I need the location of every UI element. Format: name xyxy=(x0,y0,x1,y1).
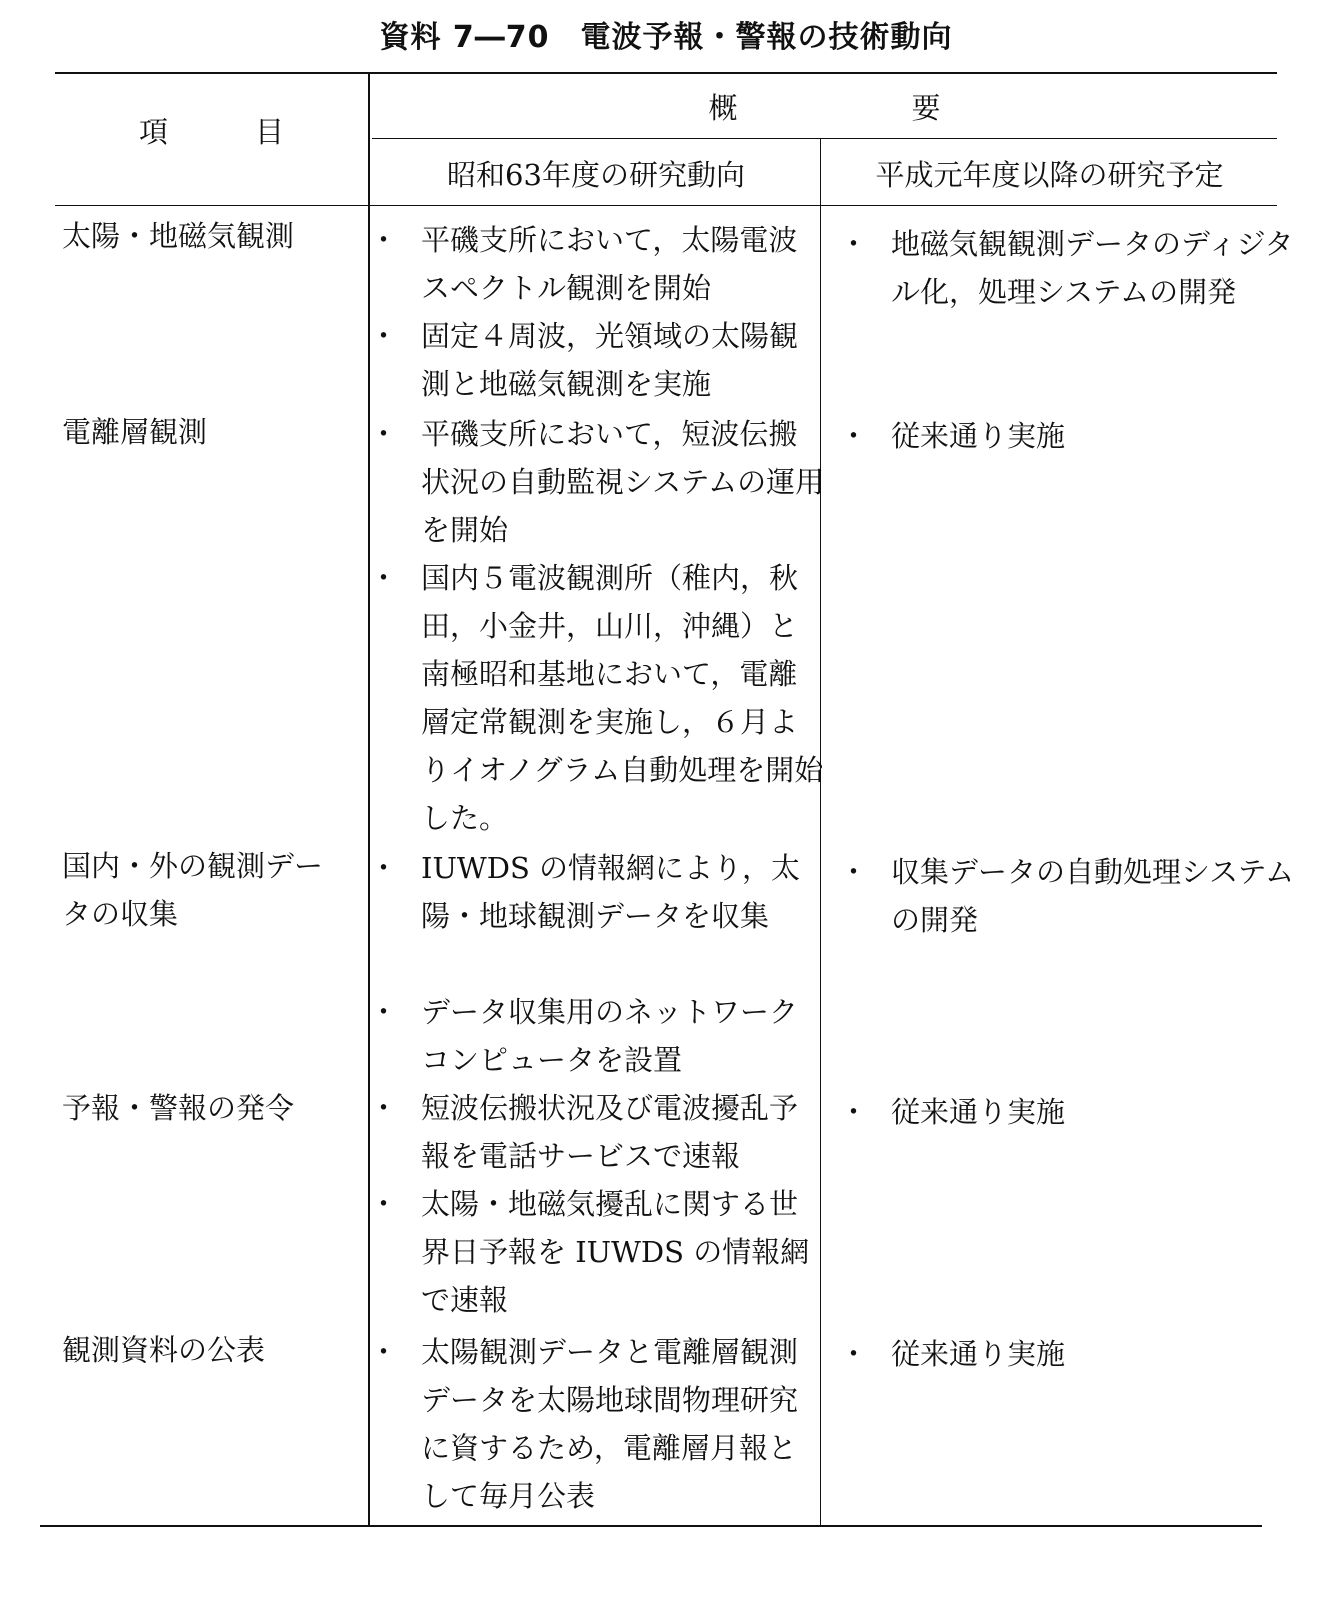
future-item: ・ 地磁気観観測データのディジタル化，処理システムの開発 xyxy=(839,227,1294,309)
header-current-year: 昭和63年度の研究動向 xyxy=(447,158,745,192)
current-item: ・ IUWDS の情報網により，太陽・地球観測データを収集 xyxy=(369,851,801,933)
header-overview-rule xyxy=(372,138,1277,139)
current-item: ・ データ収集用のネットワークコンピュータを設置 xyxy=(369,995,799,1077)
topic-data-collection: 国内・外の観測データの収集 xyxy=(62,849,324,931)
future-item: ・ 従来通り実施 xyxy=(839,1337,1066,1371)
table-bottom-rule xyxy=(40,1525,1262,1527)
current-item: ・ 太陽観測データと電離層観測データを太陽地球間物理研究に資するため，電離層月報として毎月公表 xyxy=(369,1335,799,1513)
current-item: ・ 短波伝搬状況及び電波擾乱予報を電話サービスで速報 xyxy=(369,1091,799,1173)
topic-data-publication: 観測資料の公表 xyxy=(62,1333,266,1367)
topic-ionosphere: 電離層観測 xyxy=(62,415,208,449)
table-top-rule xyxy=(55,72,1277,74)
current-item: ・ 国内５電波観測所（稚内，秋田，小金井，山川，沖縄）と南極昭和基地において，電離層定常観測を実施し，６月よりイオノグラム自動処理を開始した。 xyxy=(369,561,824,835)
header-future-plan: 平成元年度以降の研究予定 xyxy=(875,158,1224,192)
topic-forecast-warning: 予報・警報の発令 xyxy=(62,1091,295,1125)
header-bottom-rule xyxy=(55,205,1277,206)
header-item: 項 目 xyxy=(138,115,284,149)
current-item: ・ 太陽・地磁気擾乱に関する世界日予報を IUWDS の情報網で速報 xyxy=(369,1187,810,1317)
current-item: ・ 平磯支所において，短波伝搬状況の自動監視システムの運用を開始 xyxy=(369,417,825,547)
future-item: ・ 従来通り実施 xyxy=(839,1095,1066,1129)
page-title: 資料 7―70 電波予報・警報の技術動向 xyxy=(379,20,953,55)
column-divider-1 xyxy=(368,72,370,1525)
topic-solar-geomagnetic: 太陽・地磁気観測 xyxy=(62,219,295,253)
future-item: ・ 収集データの自動処理システムの開発 xyxy=(839,855,1295,937)
future-item: ・ 従来通り実施 xyxy=(839,419,1066,453)
header-overview: 概 要 xyxy=(708,91,941,125)
current-item: ・ 固定４周波，光領域の太陽観測と地磁気観測を実施 xyxy=(369,319,799,401)
current-item: ・ 平磯支所において，太陽電波スペクトル観測を開始 xyxy=(369,223,798,305)
